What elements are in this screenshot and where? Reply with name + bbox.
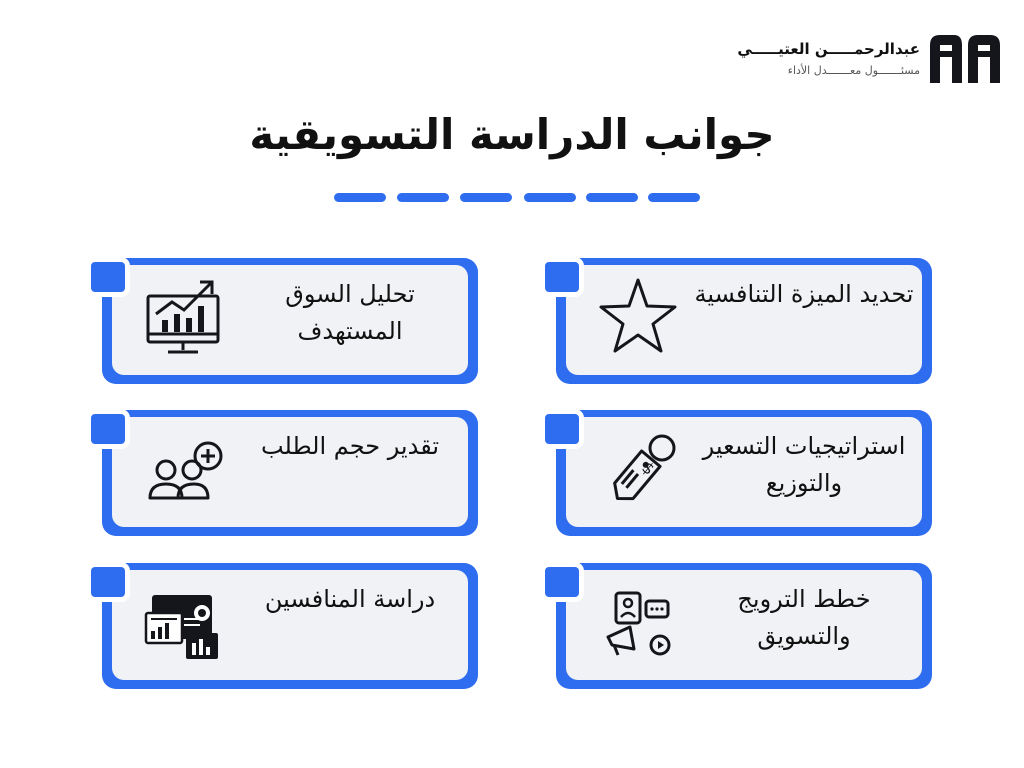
underline-dash (586, 193, 638, 202)
card-tab (86, 257, 130, 297)
card-demand-estimate (86, 410, 480, 540)
card-tab (540, 257, 584, 297)
card-label: تقدير حجم الطلب (260, 432, 440, 460)
card-label: دراسة المنافسين (264, 585, 436, 613)
card-label: استراتيجيات التسعير والتوزيع (702, 432, 906, 497)
brand-logo-icon (928, 33, 1002, 85)
card-label: تحليل السوق المستهدف (285, 280, 415, 345)
svg-text:$: $ (638, 457, 659, 479)
card-pricing-distribution (540, 410, 934, 540)
brand-name: عبدالرحمـــــن العتيـــــي (737, 40, 920, 58)
card-competitor-study (86, 563, 480, 693)
card-competitive-advantage (540, 258, 934, 388)
card-label: تحديد الميزة التنافسية (694, 280, 914, 308)
card-label: خطط الترويج والتسويق (737, 585, 871, 650)
card-promotion-marketing (540, 563, 934, 693)
card-tab (86, 562, 130, 602)
megaphone-icon (596, 579, 680, 663)
price-tag-icon (596, 426, 680, 510)
star-icon (596, 274, 680, 358)
underline-dash (524, 193, 576, 202)
underline-dash (648, 193, 700, 202)
card-target-market (86, 258, 480, 388)
title-underline (334, 193, 700, 203)
underline-dash (460, 193, 512, 202)
analytics-dashboard-icon (142, 579, 226, 663)
brand-role: مسئـــــــول معـــــــدل الأداء (787, 64, 920, 77)
page-title: جوانب الدراسة التسويقية (249, 110, 775, 159)
card-tab (86, 409, 130, 449)
users-add-icon (142, 426, 226, 510)
card-tab (540, 409, 584, 449)
underline-dash (397, 193, 449, 202)
chart-monitor-icon (142, 274, 226, 358)
underline-dash (334, 193, 386, 202)
card-tab (540, 562, 584, 602)
